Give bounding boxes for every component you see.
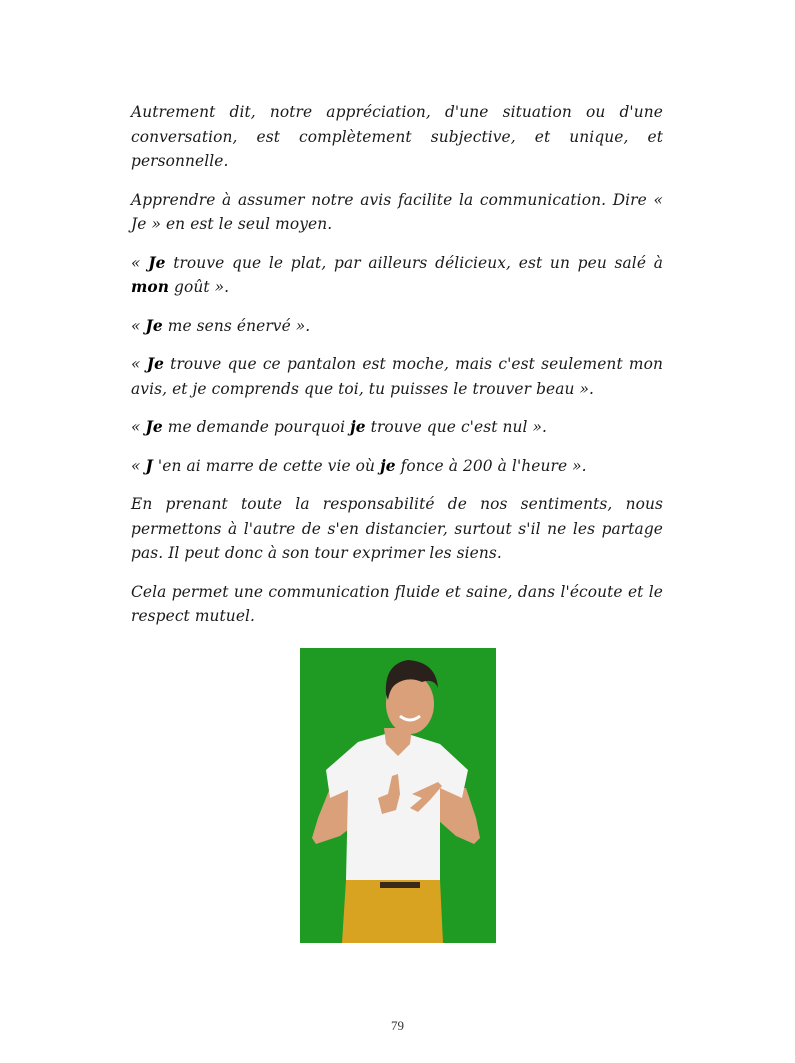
text-run: En prenant toute la responsabilité de nos sentiments, nous permettons à l'autre de s'en distancier, surtout s'il ne les partage pas. Il peut donc à son tour exprimer les siens.: [131, 495, 663, 562]
text-run: Apprendre à assumer notre avis facilite la communication. Dire « Je » en est le seul moyen.: [131, 190, 663, 233]
text-run: Cela permet une communication fluide et saine, dans l'écoute et le respect mutuel.: [131, 582, 663, 625]
text-run: Autrement dit, notre appréciation, d'une situation ou d'une conversation, est complètement subjective, et unique, et personnelle.: [131, 103, 663, 170]
paragraph: [131, 492, 663, 566]
paragraph: [131, 415, 663, 440]
text-run: «: [131, 418, 146, 436]
bold-emphasis: J: [145, 456, 153, 475]
paragraph: [131, 100, 663, 174]
bold-emphasis: mon: [131, 278, 170, 296]
text-run: me sens énervé ».: [162, 316, 311, 335]
bold-emphasis: Je: [145, 418, 163, 436]
paragraph: [131, 314, 663, 339]
text-run: fonce à 200 à l'heure ».: [395, 456, 587, 475]
text-run: trouve que le plat, par ailleurs délicieux, est un peu salé à: [165, 253, 663, 272]
illustration-photo: [300, 648, 496, 943]
page-body: [131, 100, 663, 643]
text-run: goût ».: [169, 278, 230, 296]
paragraph: [131, 251, 663, 300]
bold-emphasis: je: [350, 418, 366, 436]
bold-emphasis: je: [380, 456, 396, 475]
man-pointing-photo-graphic: [300, 648, 496, 943]
page-number: 79: [391, 1018, 404, 1033]
bold-emphasis: Je: [145, 316, 163, 335]
text-run: 'en ai marre de cette vie où: [152, 456, 381, 475]
text-run: «: [131, 316, 146, 335]
pants: [342, 880, 443, 943]
text-run: trouve que c'est nul ».: [365, 418, 548, 436]
bold-emphasis: Je: [148, 253, 166, 272]
belt: [380, 882, 420, 888]
text-run: «: [131, 456, 146, 475]
paragraph: [131, 352, 663, 401]
paragraph: [131, 188, 663, 237]
paragraph: [131, 454, 663, 479]
text-run: trouve que ce pantalon est moche, mais c'est seulement mon avis, et je comprends que toi, tu puisses le trouver beau ».: [131, 355, 663, 398]
paragraph: [131, 580, 663, 629]
text-run: «: [131, 355, 147, 373]
text-run: «: [131, 253, 149, 272]
bold-emphasis: Je: [146, 355, 164, 373]
text-run: me demande pourquoi: [162, 418, 351, 436]
